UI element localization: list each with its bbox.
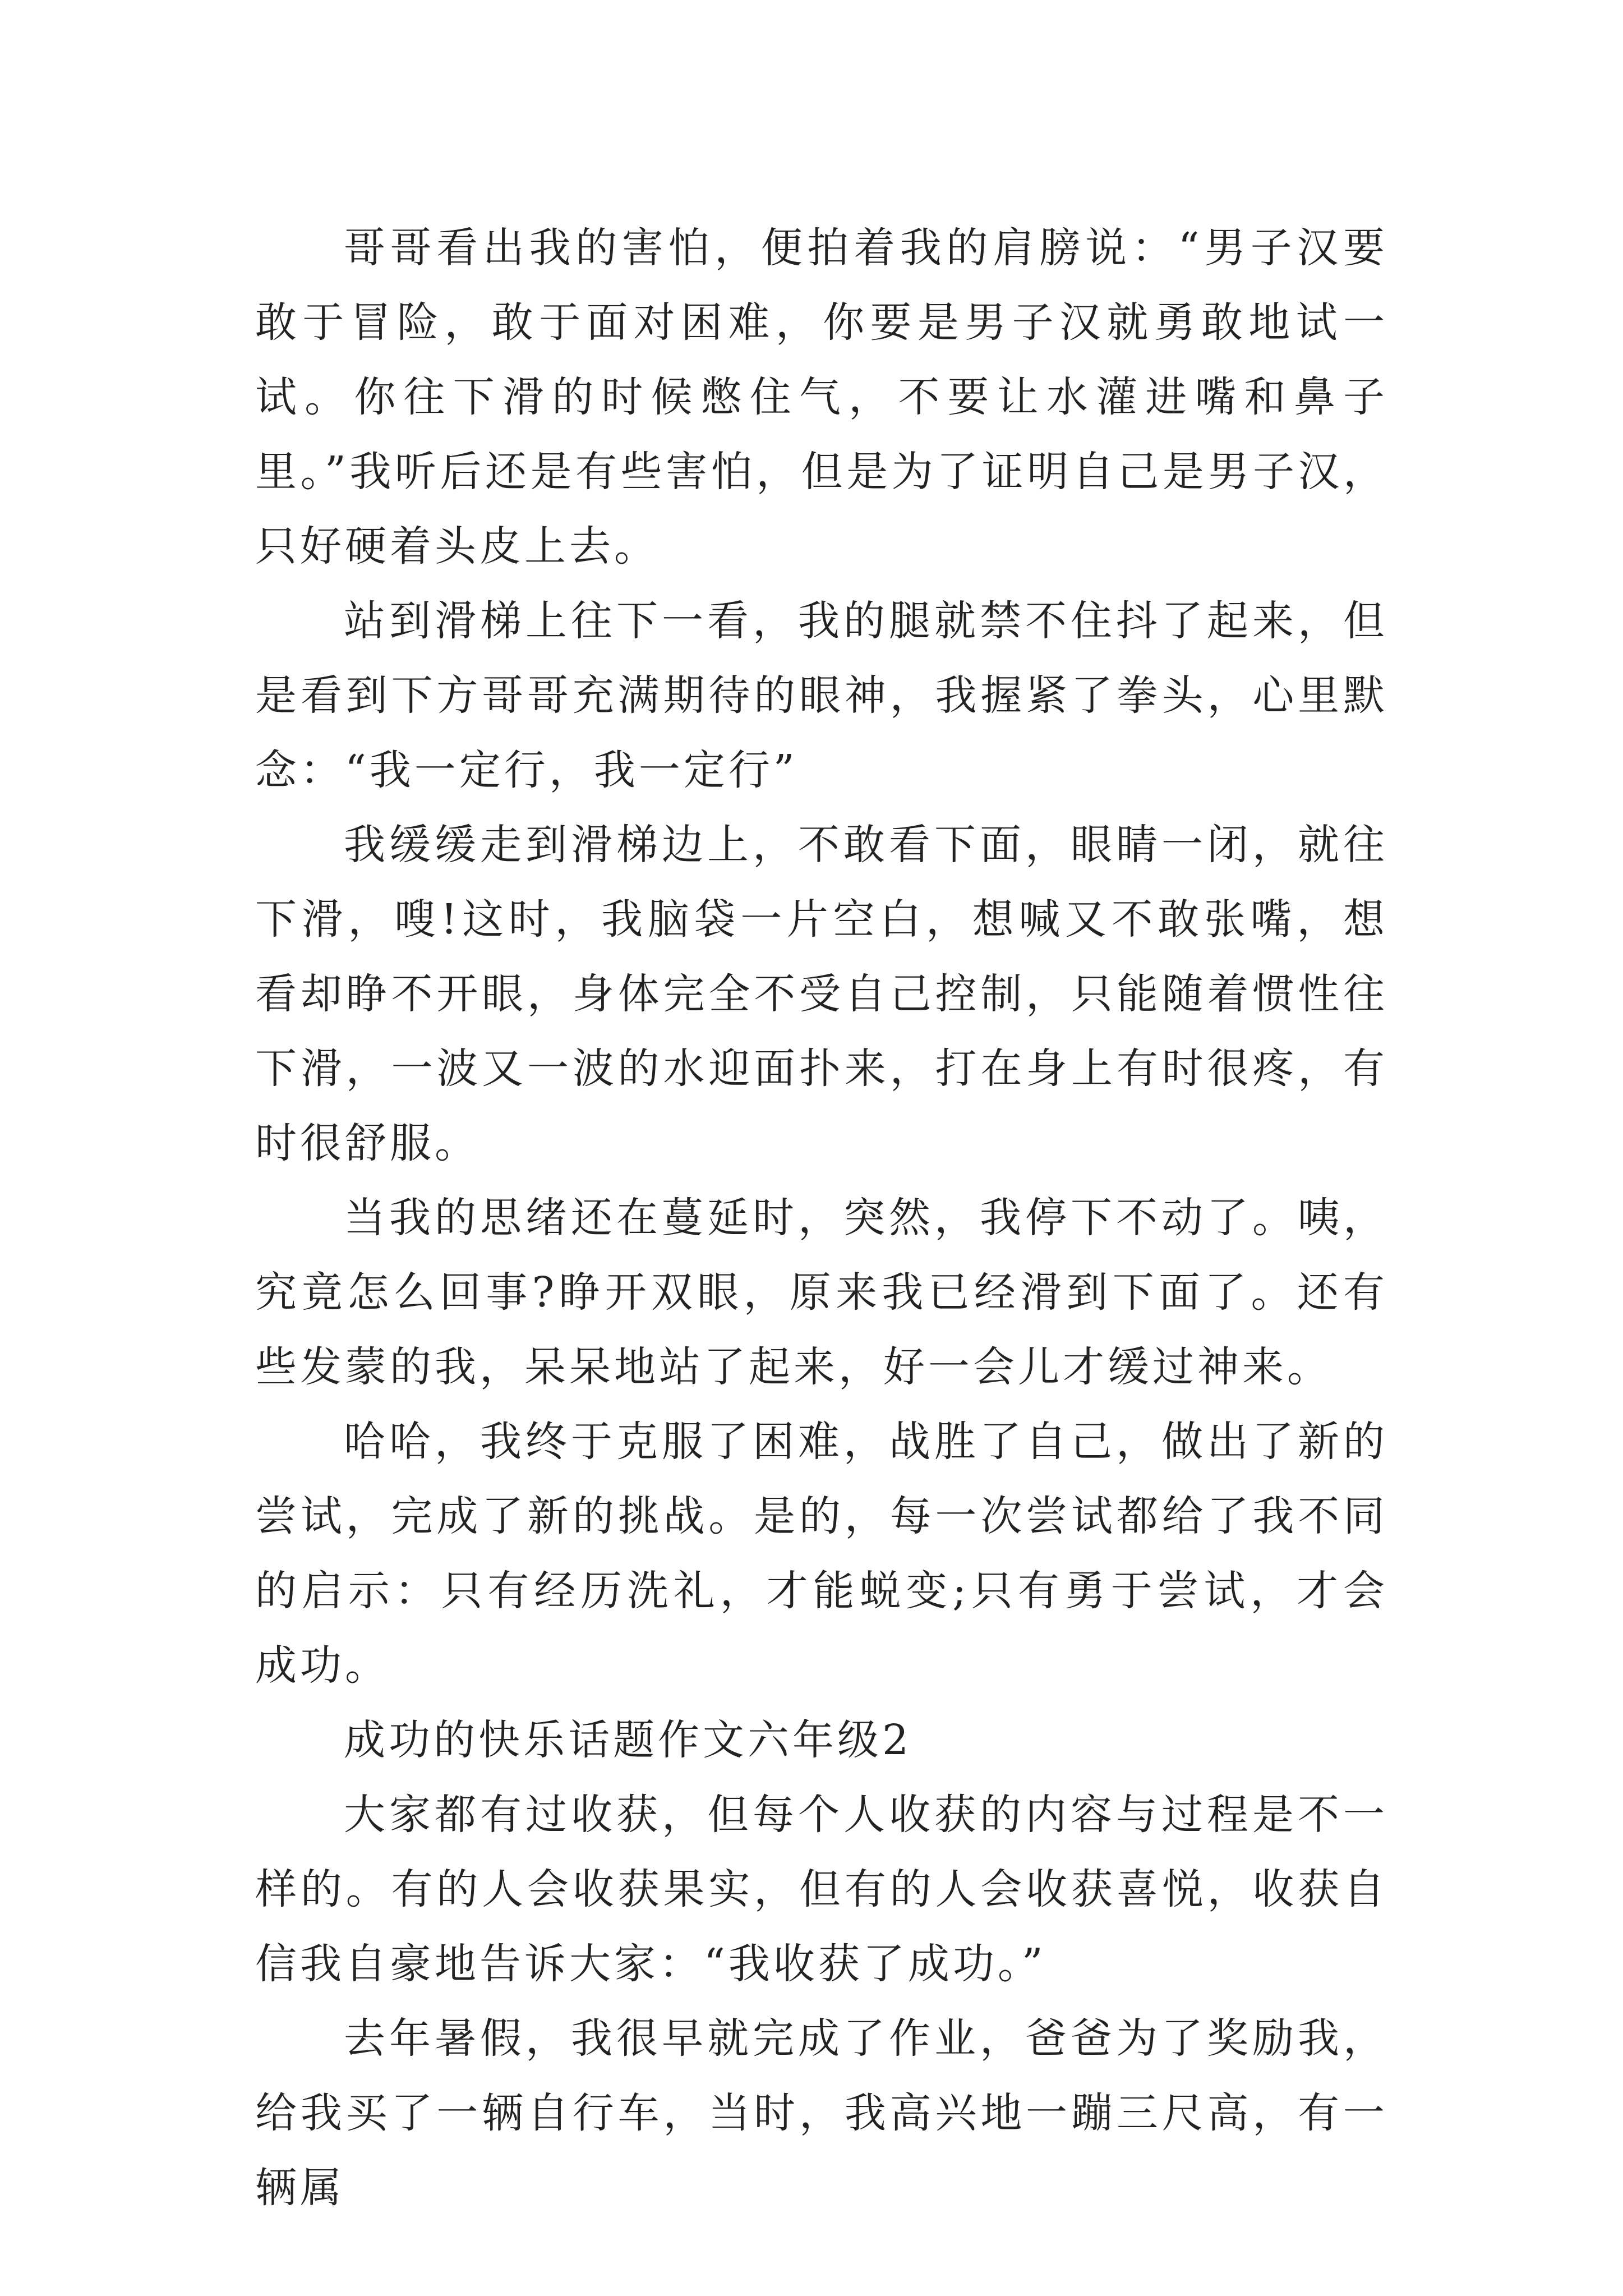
paragraph: 哈哈，我终于克服了困难，战胜了自己，做出了新的尝试，完成了新的挑战。是的，每一次尝试都给了我不同的启示：只有经历洗礼，才能蜕变;只有勇于尝试，才会成功。 (255, 1418, 1388, 1690)
paragraph: 去年暑假，我很早就完成了作业，爸爸为了奖励我，给我买了一辆自行车，当时，我高兴地一蹦三尺高，有一辆属 (255, 2014, 1388, 2212)
paragraph: 我缓缓走到滑梯边上，不敢看下面，眼睛一闭，就往下滑，嗖!这时，我脑袋一片空白，想喊又不敢张嘴，想看却睁不开眼，身体完全不受自己控制，只能随着惯性往下滑，一波又一波的水迎面扑来，打在身上有时很疼，有时很舒服。 (255, 821, 1388, 1167)
document-body (255, 211, 1388, 2225)
paragraph: 站到滑梯上往下一看，我的腿就禁不住抖了起来，但是看到下方哥哥充满期待的眼神，我握紧了拳头，心里默念：“我一定行，我一定行” (255, 597, 1388, 794)
paragraph: 当我的思绪还在蔓延时，突然，我停下不动了。咦，究竟怎么回事?睁开双眼，原来我已经滑到下面了。还有些发蒙的我，呆呆地站了起来，好一会儿才缓过神来。 (255, 1194, 1388, 1391)
paragraph: 大家都有过收获，但每个人收获的内容与过程是不一样的。有的人会收获果实，但有的人会收获喜悦，收获自信我自豪地告诉大家：“我收获了成功。” (255, 1791, 1388, 1988)
section-heading: 成功的快乐话题作文六年级2 (344, 1716, 912, 1764)
paragraph: 哥哥看出我的害怕，便拍着我的肩膀说：“男子汉要敢于冒险，敢于面对困难，你要是男子汉就勇敢地试一试。你往下滑的时候憋住气，不要让水灌进嘴和鼻子里。”我听后还是有些害怕，但是为了证明自己是男子汉，只好硬着头皮上去。 (255, 224, 1388, 570)
